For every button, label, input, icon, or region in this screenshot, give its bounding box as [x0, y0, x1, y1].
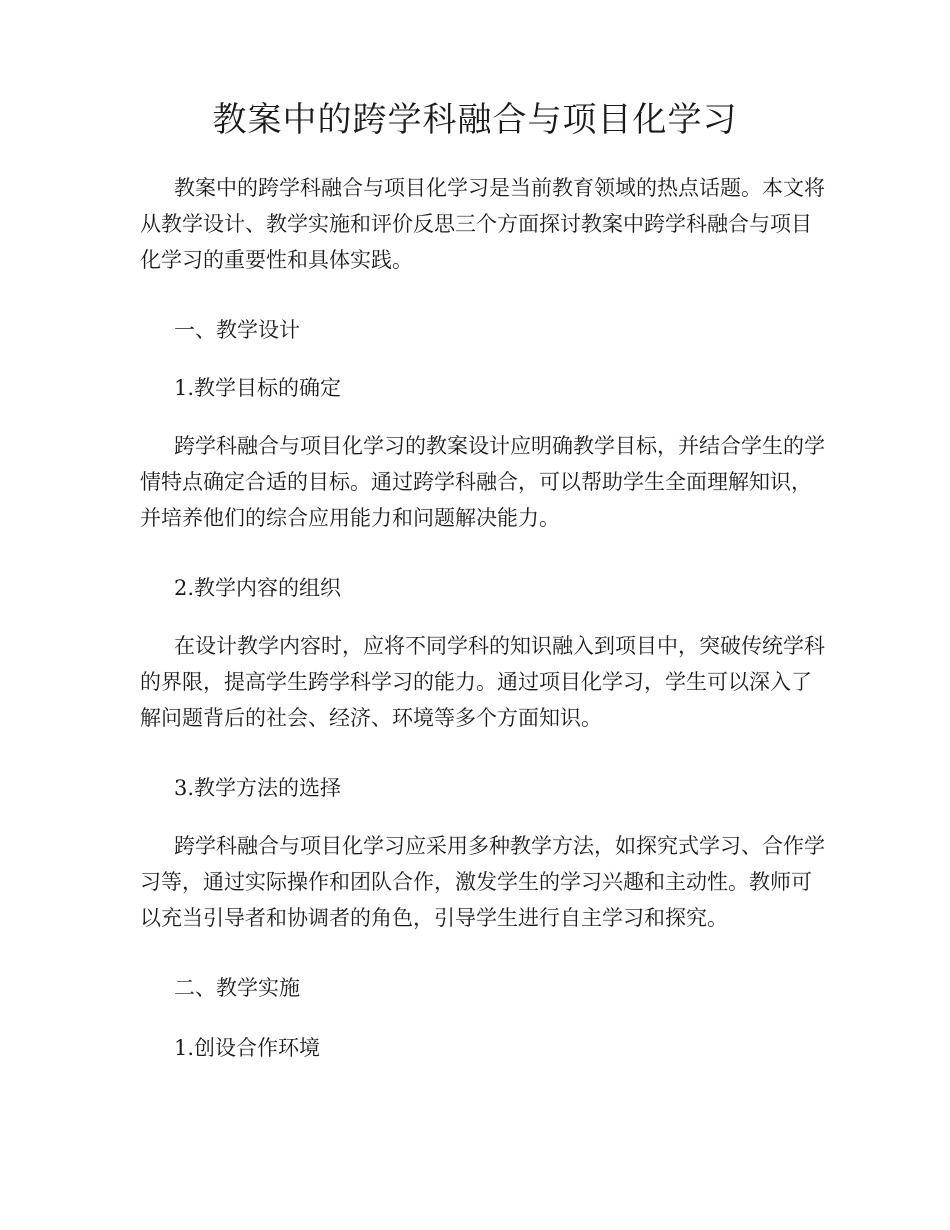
- subheading-content-organization: 2.教学内容的组织: [174, 576, 342, 600]
- intro-paragraph: 教案中的跨学科融合与项目化学习是当前教育领域的热点话题。本文将从教学设计、教学实施和评价反思三个方面探讨教案中跨学科融合与项目化学习的重要性和具体实践。: [140, 176, 825, 272]
- subheading-teaching-objectives: 1.教学目标的确定: [174, 376, 342, 400]
- paragraph-teaching-objectives: 跨学科融合与项目化学习的教案设计应明确教学目标，并结合学生的学情特点确定合适的目标。通过跨学科融合，可以帮助学生全面理解知识，并培养他们的综合应用能力和问题解决能力。: [140, 434, 825, 530]
- paragraph-content-organization: 在设计教学内容时，应将不同学科的知识融入到项目中，突破传统学科的界限，提高学生跨学科学习的能力。通过项目化学习，学生可以深入了解问题背后的社会、经济、环境等多个方面知识。: [140, 634, 825, 730]
- section-heading-teaching-design: 一、教学设计: [174, 318, 300, 342]
- paragraph-method-selection: 跨学科融合与项目化学习应采用多种教学方法，如探究式学习、合作学习等，通过实际操作和团队合作，激发学生的学习兴趣和主动性。教师可以充当引导者和协调者的角色，引导学生进行自主学习和探究。: [140, 834, 825, 930]
- subheading-method-selection: 3.教学方法的选择: [174, 776, 342, 800]
- page-title: 教案中的跨学科融合与项目化学习: [212, 100, 738, 140]
- subheading-cooperative-environment: 1.创设合作环境: [174, 1036, 321, 1060]
- section-heading-teaching-implementation: 二、教学实施: [174, 976, 300, 1000]
